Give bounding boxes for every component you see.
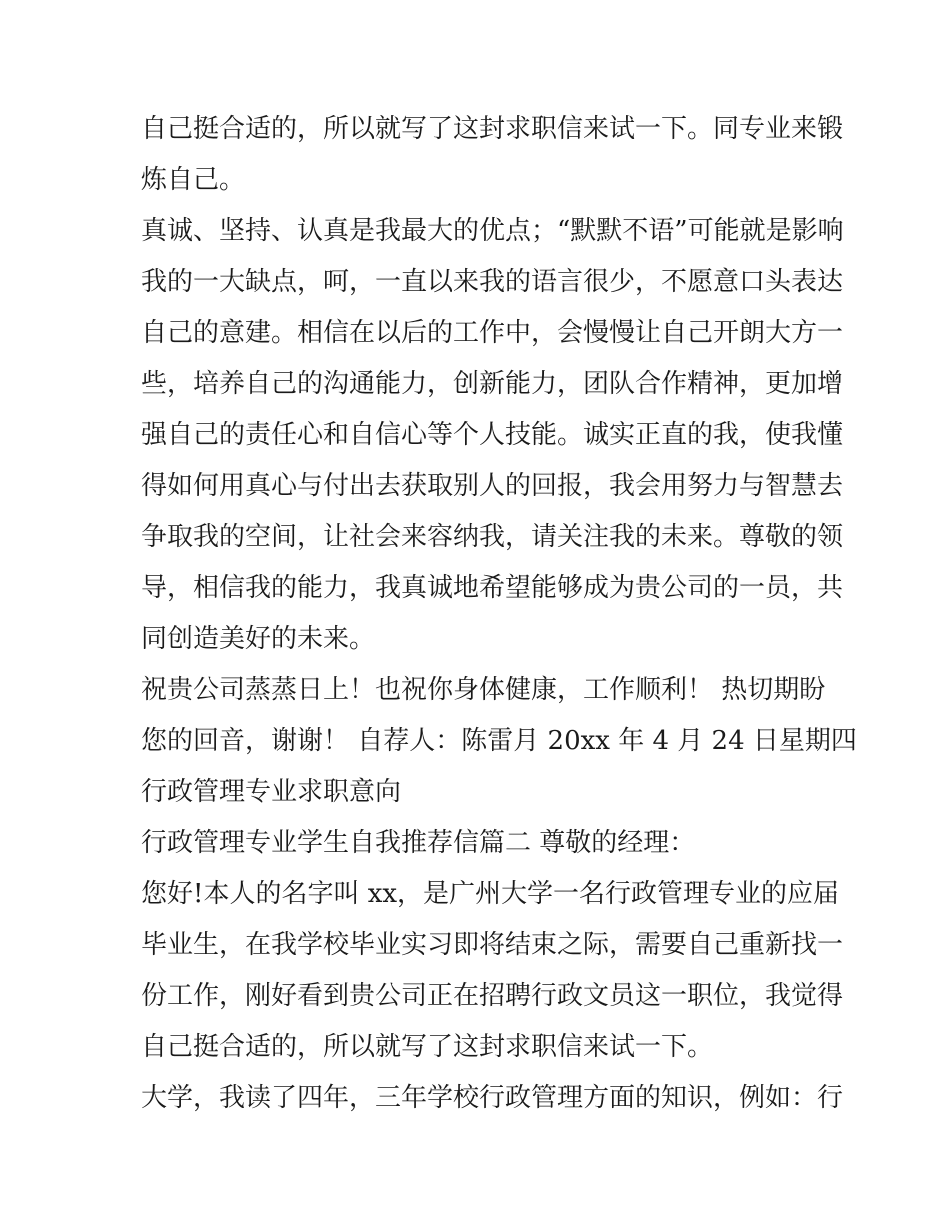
letter-body	[141, 104, 857, 1124]
text-line: 大学，我读了四年，三年学校行政管理方面的知识，例如：行	[141, 1083, 844, 1113]
text-line: 您的回音，谢谢！ 自荐人：陈雷月 20xx 年 4 月 24 日星期四	[141, 726, 857, 756]
section-title: 行政管理专业求职意向	[141, 777, 402, 807]
text-line: 行政管理专业学生自我推荐信篇二 尊敬的经理：	[141, 828, 696, 858]
text-line: 同创造美好的未来。	[141, 624, 376, 654]
text-line: 祝贵公司蒸蒸日上！也祝你身体健康，工作顺利！ 热切期盼	[141, 675, 826, 705]
text-line: 些，培养自己的沟通能力，创新能力，团队合作精神，更加增	[141, 369, 844, 399]
text-line: 自己挺合适的，所以就写了这封求职信来试一下。同专业来锻	[141, 114, 844, 144]
text-line: 炼自己。	[141, 165, 246, 195]
text-line: 毕业生，在我学校毕业实习即将结束之际，需要自己重新找一	[141, 930, 844, 960]
text-line: 真诚、坚持、认真是我最大的优点；“默默不语”可能就是影响	[141, 216, 844, 246]
text-line: 我的一大缺点，呵，一直以来我的语言很少，不愿意口头表达	[141, 267, 844, 297]
text-line: 争取我的空间，让社会来容纳我，请关注我的未来。尊敬的领	[141, 522, 844, 552]
text-line: 份工作，刚好看到贵公司正在招聘行政文员这一职位，我觉得	[141, 981, 844, 1011]
text-line: 得如何用真心与付出去获取别人的回报，我会用努力与智慧去	[141, 471, 844, 501]
text-line: 自己的意建。相信在以后的工作中，会慢慢让自己开朗大方一	[141, 318, 844, 348]
text-line: 您好!本人的名字叫 xx，是广州大学一名行政管理专业的应届	[141, 879, 840, 909]
text-line: 导，相信我的能力，我真诚地希望能够成为贵公司的一员，共	[141, 573, 844, 603]
text-line: 强自己的责任心和自信心等个人技能。诚实正直的我，使我懂	[141, 420, 844, 450]
text-line: 自己挺合适的，所以就写了这封求职信来试一下。	[141, 1032, 714, 1062]
